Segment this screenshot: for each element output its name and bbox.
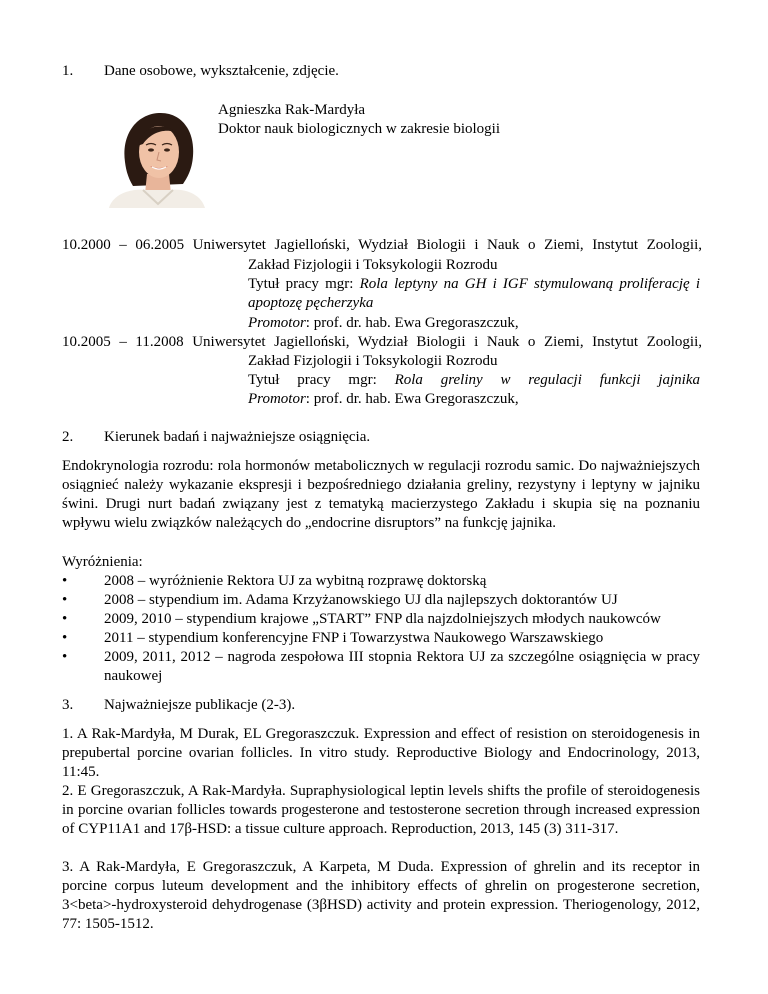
education-promotor (248, 314, 760, 333)
education-institution: Uniwersytet Jagielloński, Wydział Biologii i Nauk o Ziemi, Instytut Zoologii, (192, 334, 702, 350)
education-line (62, 236, 702, 255)
education-thesis (248, 371, 700, 390)
education-institution: Uniwersytet Jagielloński, Wydział Biologii i Nauk o Ziemi, Instytut Zoologii, (192, 237, 702, 253)
research-paragraph: Endokrynologia rozrodu: rola hormonów metabolicznych w regulacji rozrodu samic. Do najważniejszych osiągnieć należy wykazanie ekspresji i bezpośredniego działania greliny, rezystyny i leptyny w jajniku świni. Drugi nurt badań związany jest z tematyką macierzystego Zakładu i skupia się na poznaniu wpływu wielu związków należących do „endocrine disruptors” na funkcję jajnika. (62, 458, 700, 531)
thesis-label: Tytuł pracy mgr: (248, 372, 395, 388)
award-text: 2008 – stypendium im. Adama Krzyżanowskiego UJ dla najlepszych doktorantów UJ (104, 592, 618, 608)
award-text: 2009, 2011, 2012 – nagroda zespołowa III stopnia Rektora UJ za szczególne osiągnięcia w pracy naukowej (104, 649, 700, 684)
section-title: Najważniejsze publikacje (2-3). (104, 697, 296, 713)
education-promotor (248, 390, 760, 409)
publication-item: 2. E Gregoraszczuk, A Rak-Mardyła. Supraphysiological leptin levels shifts the profile of steroidogenesis in porcine ovarian follicles towards progesterone and testosterone secretion through increased expression of CYP11A1 and 17β-HSD: a tissue culture approach. Reproduction, 2013, 145 (3) 311-317. (62, 783, 700, 837)
education-department: Zakład Fizjologii i Toksykologii Rozrodu (248, 353, 498, 369)
section-1-heading (62, 62, 339, 81)
award-text: 2011 – stypendium konferencyjne FNP i Towarzystwa Naukowego Warszawskiego (104, 630, 604, 646)
person-name: Agnieszka Rak-Mardyła (218, 102, 366, 118)
section-title: Kierunek badań i najważniejsze osiągnięcia. (104, 429, 371, 445)
bullet-icon: • (62, 592, 68, 608)
bullet-icon: • (62, 573, 68, 589)
bullet-icon: • (62, 630, 68, 646)
education-thesis (248, 275, 700, 313)
education-dates: 10.2000 – 06.2005 (62, 237, 185, 253)
section-number: 1. (62, 63, 74, 79)
education-line (62, 333, 702, 352)
award-text: 2009, 2010 – stypendium krajowe „START” FNP dla najzdolniejszych młodych naukowców (104, 611, 661, 627)
award-text: 2008 – wyróżnienie Rektora UJ za wybitną rozprawę doktorską (104, 573, 487, 589)
publication-item: 1. A Rak-Mardyła, M Durak, EL Gregoraszczuk. Expression and effect of resistion on steroidogenesis in prepubertal porcine ovarian follicles. In vitro study. Reproductive Biology and Endocrinology, 2013, 11:45. (62, 726, 700, 780)
promotor-label: Promotor (248, 391, 306, 407)
section-3-heading (62, 696, 295, 715)
education-department: Zakład Fizjologii i Toksykologii Rozrodu (248, 257, 498, 273)
thesis-label: Tytuł pracy mgr: (248, 276, 360, 292)
bullet-icon: • (62, 649, 68, 665)
section-title: Dane osobowe, wykształcenie, zdjęcie. (104, 63, 339, 79)
person-degree: Doktor nauk biologicznych w zakresie biologii (218, 121, 501, 137)
awards-heading: Wyróżnienia: (62, 554, 143, 570)
education-dates: 10.2005 – 11.2008 (62, 334, 184, 350)
thesis-title: Rola greliny w regulacji funkcji jajnika (394, 372, 701, 388)
section-number: 2. (62, 429, 74, 445)
bullet-icon: • (62, 611, 68, 627)
thesis-title: Rola leptyny na GH i IGF stymulowaną proliferację i apoptozę pęcherzyka (248, 276, 700, 311)
publication-item: 3. A Rak-Mardyła, E Gregoraszczuk, A Karpeta, M Duda. Expression of ghrelin and its receptor in porcine corpus luteum development and the inhibitory effects of ghrelin on progesterone secretion, 3<beta>-hydroxysteroid dehydrogenase (3βHSD) activity and protein expression. Theriogenology, 2012, 77: 1505-1512. (62, 859, 700, 932)
section-number: 3. (62, 697, 74, 713)
section-2-heading (62, 428, 370, 447)
portrait-photo (103, 104, 209, 208)
promotor-label: Promotor (248, 315, 306, 331)
promotor-value: : prof. dr. hab. Ewa Gregoraszczuk, (305, 315, 519, 331)
promotor-value: : prof. dr. hab. Ewa Gregoraszczuk, (305, 391, 519, 407)
